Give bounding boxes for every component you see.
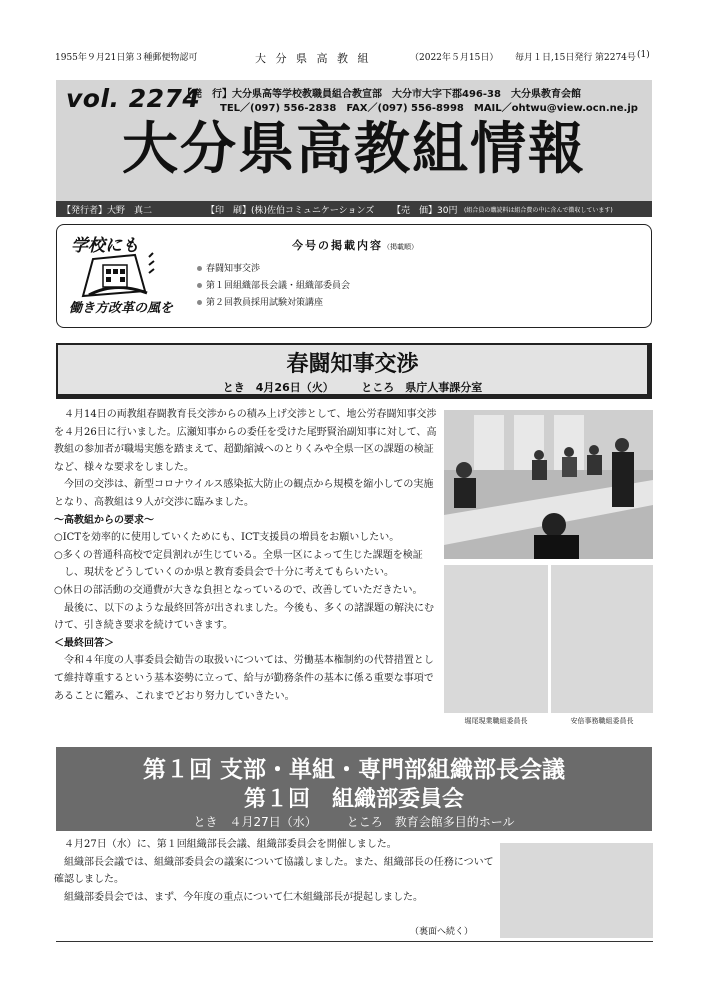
list-item: 第２回教員採用試験対策講座 [197,295,350,312]
bullet-icon [197,283,202,288]
article2-title-line2: 第１回 組織部委員会 [243,787,464,812]
article1-title: 春闘知事交渉 [286,351,419,377]
issue-number: 第2274号 [595,53,636,63]
school-building-icon [75,251,155,301]
paragraph: 組織部委員会では、まず、今年度の重点について仁木組織部長が提起しました。 [64,891,423,903]
article2-body [54,836,494,906]
contents-box [56,224,652,328]
final-answer-heading: ＜最終回答＞ [54,637,114,649]
paragraph: ４月14日の両教組春闘教育長交渉からの積み上げ交渉として、地公労春闘知事交渉を４月26日に行いました。広瀬知事からの委任を受けた尾野賢治副知事に対して、高教組の参加者が職場実態を踏まえて、超勤縮減へのとりくみや全県一区の課題の検証など、様々な要求をしました。 [54,409,437,473]
bottom-divider [56,941,653,942]
article1-header [56,343,652,399]
paragraph: 組織部長会議では、組織部委員会の議案について協議しました。また、組織部長の任務について確認しました。 [54,856,494,886]
meeting-room-image [444,410,653,559]
photo-placeholder-left [444,565,548,713]
top-info-line [55,50,652,68]
logo-text-top: 学校にも [71,236,139,256]
photo-caption-right: 安倍事務職組委員長 [570,717,634,725]
article2-title-line1: 第１回 支部・単組・専門部組織部長会議 [142,757,565,783]
bullet-icon [197,266,202,271]
page-number: (1) [637,50,650,60]
bullet-icon [197,300,202,305]
article1-when-where: とき 4月26日（火） ところ 県庁人事課分室 [222,381,483,394]
photo-placeholder-article2 [500,843,653,938]
issue-date: （2022年５月15日） [410,53,499,63]
contact-line: TEL／(097) 556-2838 FAX／(097) 556-8998 MAIL／ohtwu@view.ocn.ne.jp [220,103,638,114]
paragraph: 今回の交渉は、新型コロナウイルス感染拡大防止の観点から規模を縮小しての実施となり、高教組は９人が交渉に臨みました。 [54,479,434,508]
paragraph: 最後に、以下のような最終回答が出されました。今後も、多くの諸課題の解決にむけて、引き続き要求を続けていきます。 [54,602,434,632]
article2-header [56,747,652,831]
requests-heading: ～高教組からの要求～ [54,514,154,526]
publish-schedule: 毎月１日,15日発行 [515,53,593,63]
masthead [56,80,652,217]
contents-title [57,237,653,253]
price-note: (組合員の購読料は組合費の中に含んで徴収しています) [464,207,613,214]
price: 【売 価】30円 [392,206,458,216]
photo-placeholder-right [551,565,653,713]
article1-body [54,406,437,705]
union-name: 大 分 県 高 教 組 [255,52,372,65]
request-item: ○ICTを効率的に使用していくためにも、ICT支援員の増員をお願いしたい。 [54,532,400,544]
list-item: 第１回組織部長会議・組織部委員会 [197,278,350,295]
continued-note: （裏面へ続く） [410,927,474,937]
photo-caption-left: 堀尾現業職組委員長 [464,717,528,725]
request-item: ○休日の部活動の交通費が大きな負担となっているので、改善していただきたい。 [54,584,423,596]
paragraph: ４月27日（水）に、第１回組織部長会議、組織部委員会を開催しました。 [64,839,397,850]
final-answer: 令和４年度の人事委員会勧告の取扱いについては、労働基本権制約の代替措置として維持尊重するという基本姿勢に立って、給与が勤務条件の基本に係る重要な事項であることに鑑み、これまでどおり努力していきたい。 [54,655,434,702]
issuer: 【発行者】大野 真二 [62,206,153,216]
credit-bar [56,201,652,217]
contents-order-note: （掲載順） [383,243,418,251]
request-item: ○多くの普通科高校で定員割れが生じている。全県一区によって生じた課題を検証し、現状をどうしていくのか県と教育委員会で十分に考えてもらいたい。 [54,549,423,579]
newspaper-title: 大分県高教組情報 [122,117,586,182]
negotiation-photo [444,410,653,559]
postal-permit: 1955年９月21日第３種郵便物認可 [55,53,198,63]
contents-list [197,261,350,312]
logo-text-bottom: 働き方改革の風を [69,301,174,316]
article2-when-where: とき ４月27日（水） ところ 教育会館多目的ホール [193,815,515,829]
volume-number: vol. 2274 [66,84,201,113]
contents-heading: 今号の掲載内容 [292,239,383,252]
publisher-line: 【発 行】大分県高等学校教職員組合教宣部 大分市大字下郡496-38 大分県教育会館 [182,89,581,100]
list-item: 春闘知事交渉 [197,261,350,278]
printer: 【印 刷】(株)佐伯コミュニケーションズ [206,206,375,216]
